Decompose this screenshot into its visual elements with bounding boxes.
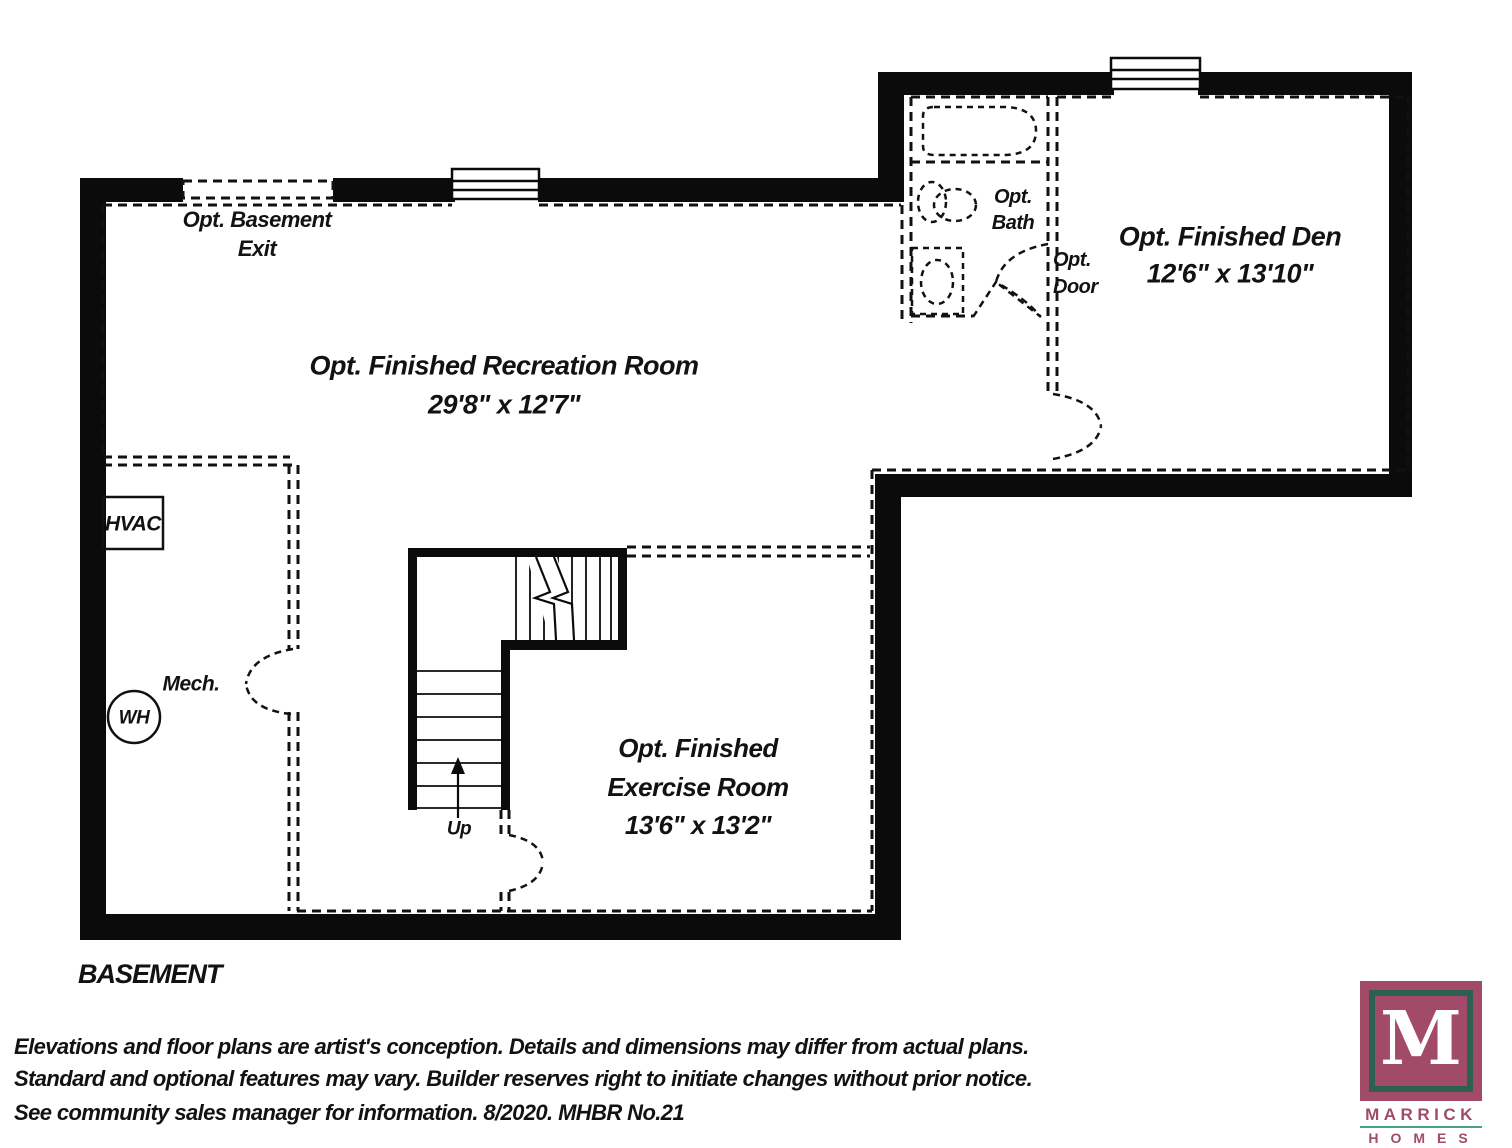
sink-icon [912, 248, 963, 314]
disclaimer-line-2: Standard and optional features may vary. Builder reserves right to initiate changes without prior notice. [14, 1066, 1033, 1091]
window-icon [1111, 58, 1200, 89]
bath-label-2: Bath [991, 212, 1035, 234]
up-label: Up [446, 818, 472, 840]
bath-fixtures [912, 107, 1036, 314]
logo-sub: HOMES [1368, 1130, 1480, 1146]
disclaimer-line-3: See community sales manager for information. 8/2020. MHBR No.21 [14, 1100, 685, 1125]
window-icon [452, 169, 539, 199]
stairs [408, 548, 627, 818]
bathtub-icon [923, 107, 1036, 155]
logo-monogram: M [1380, 996, 1462, 1082]
bath-door-icon2 [973, 282, 1040, 317]
bath-label: Opt. [994, 186, 1032, 208]
exercise-door-icon [509, 835, 543, 891]
rec-room-dims: 29'8" x 12'7" [427, 389, 581, 420]
basement-exit-label-2: Exit [237, 236, 277, 261]
exercise-room-name-2: Exercise Room [607, 772, 789, 802]
mech-door-icon [246, 649, 293, 714]
logo-name: MARRICK [1365, 1105, 1477, 1124]
builder-logo [1360, 981, 1482, 1146]
rec-room-name: Opt. Finished Recreation Room [309, 350, 699, 381]
den-dims: 12'6" x 13'10" [1146, 258, 1314, 289]
den-name: Opt. Finished Den [1118, 221, 1342, 252]
basement-exit-opening [183, 181, 333, 198]
mech-label: Mech. [162, 672, 220, 696]
door-label-2: Door [1053, 276, 1098, 298]
exercise-room-dims: 13'6" x 13'2" [624, 810, 772, 840]
sink-icon [921, 260, 953, 304]
basement-exit-label: Opt. Basement [182, 207, 332, 232]
water-heater-label: WH [118, 707, 150, 729]
logo-square [1360, 981, 1482, 1101]
hvac-label: HVAC [105, 512, 161, 536]
exercise-room-name: Opt. Finished [618, 733, 778, 763]
bath-door-icon [996, 244, 1048, 317]
toilet-icon [918, 182, 946, 222]
den-door-icon [1053, 394, 1101, 459]
toilet-icon [934, 189, 976, 221]
logo-rule [1360, 1126, 1482, 1128]
page-title: BASEMENT [78, 959, 222, 989]
disclaimer-line-1: Elevations and floor plans are artist's conception. Details and dimensions may differ from actual plans. [14, 1034, 1029, 1059]
door-label: Opt. [1053, 249, 1091, 271]
